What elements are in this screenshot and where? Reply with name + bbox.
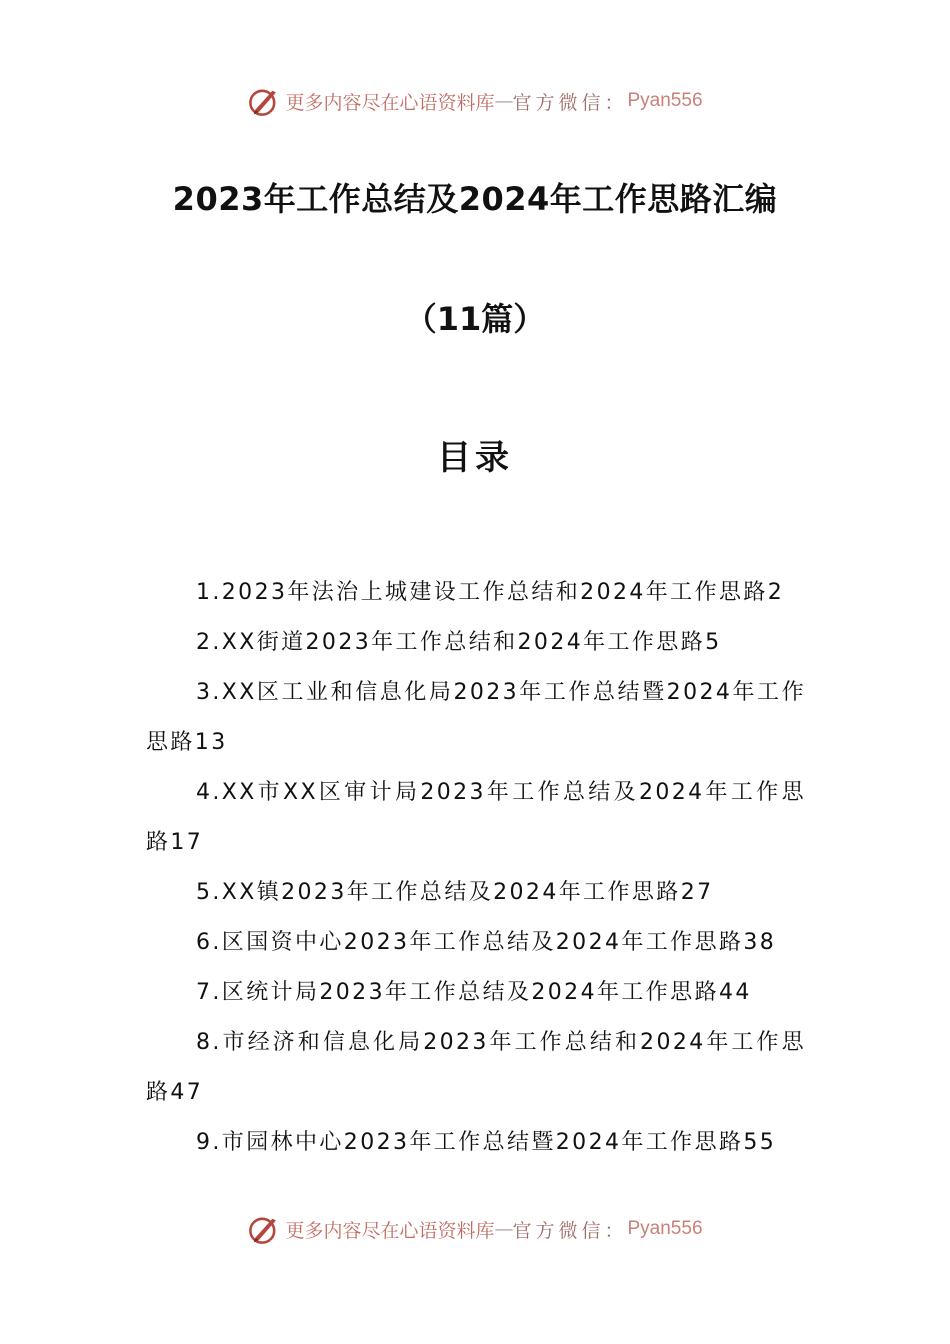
pen-logo-icon — [247, 84, 281, 118]
watermark-wechat-id: Pyan556 — [627, 1218, 703, 1239]
watermark-wechat-label: 官方微信： — [512, 91, 628, 114]
toc-item[interactable]: 9.市园林中心2023年工作总结暨2024年工作思路55 — [196, 1130, 777, 1155]
document-title: 2023年工作总结及2024年工作思路汇编 — [172, 180, 778, 218]
toc-item[interactable]: 6.区国资中心2023年工作总结及2024年工作思路38 — [196, 930, 777, 955]
watermark-text: 更多内容尽在心语资料库 — [285, 91, 495, 114]
toc-item[interactable]: 7.区统计局2023年工作总结及2024年工作思路44 — [196, 980, 752, 1005]
toc-item[interactable]: 5.XX镇2023年工作总结及2024年工作思路27 — [196, 880, 714, 905]
toc-heading: 目录 — [437, 438, 513, 478]
watermark-dash: — — [494, 90, 513, 112]
toc-item[interactable]: 4.XX市XX区审计局2023年工作总结及2024年工作思路17 — [146, 780, 806, 855]
toc-item[interactable]: 3.XX区工业和信息化局2023年工作总结暨2024年工作思路13 — [146, 680, 806, 755]
watermark-wechat-id: Pyan556 — [627, 90, 703, 111]
toc-item[interactable]: 8.市经济和信息化局2023年工作总结和2024年工作思路47 — [146, 1030, 806, 1105]
footer-watermark — [0, 1212, 950, 1246]
toc-item[interactable]: 1.2023年法治上城建设工作总结和2024年工作思路2 — [196, 580, 785, 605]
watermark-dash: — — [494, 1218, 513, 1240]
toc-item[interactable]: 2.XX街道2023年工作总结和2024年工作思路5 — [196, 630, 722, 655]
watermark-text: 更多内容尽在心语资料库 — [285, 1219, 495, 1242]
watermark-wechat-label: 官方微信： — [512, 1219, 628, 1242]
header-watermark — [0, 84, 950, 118]
pen-logo-icon — [247, 1212, 281, 1246]
table-of-contents — [146, 568, 806, 1168]
document-subtitle: （11篇） — [404, 300, 546, 338]
